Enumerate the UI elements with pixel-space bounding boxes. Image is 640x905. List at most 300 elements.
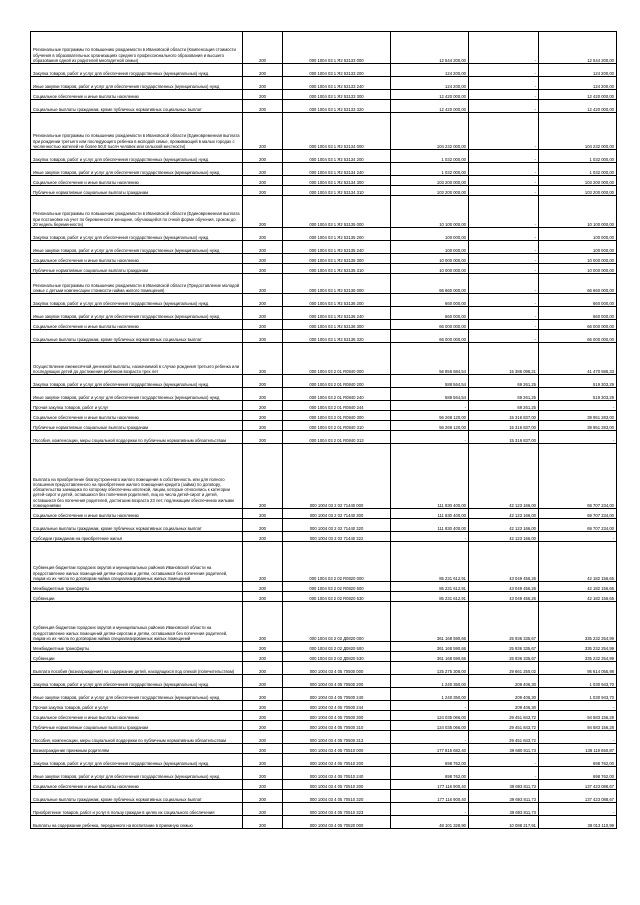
row-unexecuted-cell: 660 000,00 (539, 307, 617, 320)
row-approved-cell: 10 100 000,00 (391, 196, 469, 228)
row-executed-cell: - (469, 176, 539, 186)
row-unexecuted-cell: 1 032 000,00 (539, 150, 617, 163)
row-approved-cell: 12 420 000,00 (391, 100, 469, 113)
table-row (31, 163, 617, 176)
row-budget-code-cell: 000 1004 03 4 05 70500 200 (283, 675, 391, 688)
row-line-code-cell: 200 (243, 816, 283, 829)
row-name-cell: Социальное обеспечение и иные выплаты населению (31, 509, 243, 519)
row-approved-cell: 361 168 590,66 (391, 642, 469, 652)
table-row (31, 294, 617, 307)
row-budget-code-cell: 000 1004 03 1 Я2 53133 300 (283, 90, 391, 100)
row-unexecuted-cell: - (539, 731, 617, 744)
row-approved-cell: 177 815 682,40 (391, 744, 469, 754)
table-row (31, 803, 617, 816)
row-budget-code-cell: 000 1004 03 1 Я2 53136 000 (283, 274, 391, 294)
row-name-cell: Иные закупки товаров, работ и услуг для обеспечения государственных (муниципальных) нужд (31, 241, 243, 254)
row-name-cell: Субсидии гражданам на приобретение жилья (31, 532, 243, 542)
row-unexecuted-cell: 95 614 055,98 (539, 662, 617, 675)
row-budget-code-cell: 000 1004 03 1 Я2 53134 300 (283, 176, 391, 186)
row-name-cell: Субвенция бюджетам городских округов и муниципальных районов Ивановской области на предоставление жилых помещений детям-сиротам и детям, оставшимся без попечения родителей, лицам из их числа по договорам найма специализированных жилых помещений (31, 602, 243, 642)
row-budget-code-cell: 000 1004 03 2 02 Д0820 000 (283, 602, 391, 642)
row-budget-code-cell: 000 1004 03 2 01 R0840 313 (283, 431, 391, 444)
row-unexecuted-cell: 103 200 000,00 (539, 186, 617, 196)
row-unexecuted-cell: 66 000 000,00 (539, 320, 617, 330)
table-row (31, 77, 617, 90)
row-unexecuted-cell: 42 182 156,65 (539, 582, 617, 592)
row-approved-cell: 111 830 400,00 (391, 509, 469, 519)
row-unexecuted-cell: - (539, 401, 617, 411)
row-name-cell: Закупка товаров, работ и услуг для обеспечения государственных (муниципальных) нужд (31, 675, 243, 688)
row-line-code-cell: 200 (243, 196, 283, 228)
row-executed-cell: 42 123 166,00 (469, 532, 539, 542)
row-approved-cell: 12 420 000,00 (391, 90, 469, 100)
table-row (31, 519, 617, 532)
row-budget-code-cell: 000 1004 03 2 01 R0840 310 (283, 421, 391, 431)
table-row (31, 701, 617, 711)
row-budget-code-cell: 000 1004 03 2 01 R0840 240 (283, 388, 391, 401)
row-unexecuted-cell: 39 951 283,00 (539, 421, 617, 431)
row-approved-cell: 125 275 306,00 (391, 662, 469, 675)
row-line-code-cell: 200 (243, 444, 283, 509)
row-line-code-cell: 200 (243, 711, 283, 721)
row-unexecuted-cell: 100 000,00 (539, 241, 617, 254)
table-row (31, 421, 617, 431)
row-name-cell: Субвенции (31, 652, 243, 662)
row-approved-cell: 85 231 612,91 (391, 592, 469, 602)
row-name-cell: Региональные программы по повышению рождаемости в Ивановской области (Предоставление молодой семье с детьми компенсации стоимости найма жилого помещения) (31, 274, 243, 294)
row-executed-cell: 15 316 837,00 (469, 421, 539, 431)
row-approved-cell: 103 200 000,00 (391, 186, 469, 196)
row-executed-cell: - (469, 64, 539, 77)
row-name-cell: Выплата на приобретение благоустроенного жилого помещения в собственность или для полного погашения предоставленного на приобретение жилого помещения кредита (займа) по договору, обязательства заемщика по которому обеспечены ипотекой, лицам, которые относились к категории детей-сирот и детей, оставшихся без попечения родителей, лиц из числа детей-сирот и детей, оставшихся без попечения родителей, достигшим возраста 23 лет, подлежащим обеспечению жилыми помещениями (31, 444, 243, 509)
row-line-code-cell: 200 (243, 431, 283, 444)
row-line-code-cell: 200 (243, 163, 283, 176)
row-approved-cell: - (391, 532, 469, 542)
row-name-cell: Закупка товаров, работ и услуг для обеспечения государственных (муниципальных) нужд (31, 375, 243, 388)
row-line-code-cell: 200 (243, 294, 283, 307)
row-budget-code-cell: 000 1004 03 1 Я2 53136 320 (283, 330, 391, 343)
row-executed-cell: - (469, 163, 539, 176)
row-unexecuted-cell: 100 000,00 (539, 228, 617, 241)
row-name-cell: Социальные выплаты гражданам, кроме публичных нормативных социальных выплат (31, 100, 243, 113)
row-name-cell: Социальное обеспечение и иные выплаты населению (31, 254, 243, 264)
row-executed-cell: 43 049 456,26 (469, 592, 539, 602)
row-budget-code-cell: 000 1004 03 2 02 Д0820 530 (283, 652, 391, 662)
table-row (31, 816, 617, 829)
row-name-cell: Иные закупки товаров, работ и услуг для обеспечения государственных (муниципальных) нужд (31, 163, 243, 176)
row-executed-cell: 15 316 837,00 (469, 411, 539, 421)
table-row (31, 64, 617, 77)
row-approved-cell: 56 856 684,54 (391, 343, 469, 375)
row-executed-cell: 209 406,30 (469, 675, 539, 688)
table-row (31, 532, 617, 542)
row-name-cell: Региональные программы по повышению рождаемости в Ивановской области (Единовременная выплата при рождении третьего или последующего ребенка в молодой семье, проживающей в малых городах с численностью жителей не более 50,0 тысяч человек или сельской местности) (31, 113, 243, 150)
row-budget-code-cell: 000 1004 03 1 Я2 53135 200 (283, 228, 391, 241)
row-executed-cell: 209 406,30 (469, 701, 539, 711)
row-unexecuted-cell: 1 030 943,70 (539, 688, 617, 701)
table-row (31, 241, 617, 254)
row-name-cell: Прочая закупка товаров, работ и услуг (31, 401, 243, 411)
row-budget-code-cell: 000 1004 03 4 05 70500 240 (283, 688, 391, 701)
row-unexecuted-cell: 10 000 000,00 (539, 264, 617, 274)
row-approved-cell: - (391, 401, 469, 411)
row-executed-cell: - (469, 241, 539, 254)
table-row (31, 662, 617, 675)
row-budget-code-cell: 000 1004 03 4 05 70510 320 (283, 790, 391, 803)
row-budget-code-cell: 000 1004 03 2 02 71440 000 (283, 444, 391, 509)
row-name-cell: Закупка товаров, работ и услуг для обеспечения государственных (муниципальных) нужд (31, 64, 243, 77)
row-approved-cell: 124 035 066,00 (391, 721, 469, 731)
row-approved-cell: 66 000 000,00 (391, 330, 469, 343)
row-executed-cell: - (469, 196, 539, 228)
row-unexecuted-cell: - (539, 803, 617, 816)
row-unexecuted-cell: 66 660 000,00 (539, 274, 617, 294)
row-line-code-cell: 200 (243, 592, 283, 602)
row-line-code-cell: 200 (243, 254, 283, 264)
row-name-cell: Региональные программы по повышению рождаемости в Ивановской области (Компенсация стоимости обучения в образовательных организациях среднего профессионального образования и высшего образования одной из родителей многодетной семьи) (31, 32, 243, 64)
table-row (31, 90, 617, 100)
row-unexecuted-cell: 137 423 088,67 (539, 780, 617, 790)
table-row (31, 375, 617, 388)
row-approved-cell: 103 200 000,00 (391, 176, 469, 186)
row-name-cell: Социальное обеспечение и иные выплаты населению (31, 176, 243, 186)
row-line-code-cell: 200 (243, 731, 283, 744)
row-executed-cell: - (469, 77, 539, 90)
table-row (31, 388, 617, 401)
row-unexecuted-cell: 10 100 000,00 (539, 196, 617, 228)
row-budget-code-cell: 000 1004 03 1 Я2 53133 000 (283, 32, 391, 64)
row-budget-code-cell: 000 1004 03 1 Я2 53134 200 (283, 150, 391, 163)
row-line-code-cell: 200 (243, 32, 283, 64)
row-line-code-cell: 200 (243, 307, 283, 320)
row-line-code-cell: 200 (243, 602, 283, 642)
row-approved-cell: 124 200,00 (391, 64, 469, 77)
row-name-cell: Социальное обеспечение и иные выплаты населению (31, 90, 243, 100)
row-approved-cell: 66 000 000,00 (391, 320, 469, 330)
table-row (31, 509, 617, 519)
row-name-cell: Региональные программы по повышению рождаемости в Ивановской области (Единовременная выплата при постановке на учет по беременности женщине, обучающейся по очной форме обучения, сроком до 20 недель беременности) (31, 196, 243, 228)
row-approved-cell: 588 564,54 (391, 375, 469, 388)
row-line-code-cell: 200 (243, 228, 283, 241)
row-executed-cell: 29 451 843,72 (469, 721, 539, 731)
row-name-cell: Закупка товаров, работ и услуг для обеспечения государственных (муниципальных) нужд (31, 228, 243, 241)
row-unexecuted-cell: 69 707 234,00 (539, 509, 617, 519)
row-approved-cell: 56 268 120,00 (391, 411, 469, 421)
row-unexecuted-cell: 42 182 156,65 (539, 592, 617, 602)
row-line-code-cell: 200 (243, 150, 283, 163)
table-row (31, 254, 617, 264)
row-unexecuted-cell: 335 232 254,99 (539, 602, 617, 642)
row-approved-cell: 1 032 000,00 (391, 163, 469, 176)
row-unexecuted-cell: 660 000,00 (539, 294, 617, 307)
row-name-cell: Социальное обеспечение и иные выплаты населению (31, 411, 243, 421)
row-unexecuted-cell: 12 420 000,00 (539, 100, 617, 113)
row-line-code-cell: 200 (243, 509, 283, 519)
row-line-code-cell: 200 (243, 241, 283, 254)
row-budget-code-cell: 000 1004 03 1 Я2 53133 240 (283, 77, 391, 90)
table-row (31, 32, 617, 64)
row-executed-cell: 42 123 166,00 (469, 509, 539, 519)
row-line-code-cell: 200 (243, 100, 283, 113)
table-row (31, 592, 617, 602)
row-approved-cell: 100 000,00 (391, 228, 469, 241)
row-executed-cell: - (469, 274, 539, 294)
row-unexecuted-cell: 124 200,00 (539, 64, 617, 77)
row-approved-cell: 698 762,00 (391, 767, 469, 780)
row-name-cell: Закупка товаров, работ и услуг для обеспечения государственных (муниципальных) нужд (31, 150, 243, 163)
row-budget-code-cell: 000 1004 03 1 Я2 53134 240 (283, 163, 391, 176)
row-name-cell: Социальное обеспечение и иные выплаты населению (31, 320, 243, 330)
row-executed-cell: 15 316 837,00 (469, 431, 539, 444)
row-line-code-cell: 200 (243, 401, 283, 411)
row-line-code-cell: 200 (243, 176, 283, 186)
row-executed-cell: 29 451 843,72 (469, 711, 539, 721)
row-approved-cell: - (391, 803, 469, 816)
row-executed-cell: 43 049 456,26 (469, 582, 539, 592)
row-approved-cell: 698 762,00 (391, 754, 469, 767)
table-row (31, 264, 617, 274)
row-approved-cell: 361 168 590,66 (391, 652, 469, 662)
table-row (31, 228, 617, 241)
row-executed-cell: - (469, 320, 539, 330)
row-approved-cell: 10 000 000,00 (391, 264, 469, 274)
row-line-code-cell: 200 (243, 642, 283, 652)
row-name-cell: Осуществление ежемесячной денежной выплаты, назначаемой в случае рождения третьего ребенка или последующих детей до достижения ребенком возраста трех лет (31, 343, 243, 375)
row-budget-code-cell: 000 1004 03 1 Я2 53133 320 (283, 100, 391, 113)
row-line-code-cell: 200 (243, 652, 283, 662)
row-approved-cell: 111 830 400,00 (391, 444, 469, 509)
row-budget-code-cell: 000 1004 03 1 Я2 53134 000 (283, 113, 391, 150)
row-unexecuted-cell: 698 762,00 (539, 767, 617, 780)
row-approved-cell: 56 268 120,00 (391, 421, 469, 431)
table-row (31, 176, 617, 186)
table-row (31, 150, 617, 163)
row-executed-cell: - (469, 254, 539, 264)
row-unexecuted-cell: - (539, 532, 617, 542)
row-executed-cell: - (469, 294, 539, 307)
row-line-code-cell: 200 (243, 542, 283, 582)
budget-report-page (30, 31, 616, 829)
row-name-cell: Межбюджетные трансферты (31, 642, 243, 652)
table-row (31, 411, 617, 421)
row-executed-cell: 29 451 843,72 (469, 731, 539, 744)
row-approved-cell: 1 240 350,00 (391, 688, 469, 701)
row-line-code-cell: 200 (243, 186, 283, 196)
row-unexecuted-cell: 39 951 283,00 (539, 411, 617, 421)
row-executed-cell: - (469, 307, 539, 320)
row-line-code-cell: 200 (243, 767, 283, 780)
row-executed-cell: 29 661 250,02 (469, 662, 539, 675)
row-executed-cell: 25 936 335,67 (469, 602, 539, 642)
row-budget-code-cell: 000 1004 03 2 02 71440 300 (283, 509, 391, 519)
row-budget-code-cell: 000 1004 03 4 05 70510 300 (283, 780, 391, 790)
table-row (31, 744, 617, 754)
row-budget-code-cell: 000 1004 03 1 Я2 53135 000 (283, 196, 391, 228)
table-row (31, 754, 617, 767)
row-line-code-cell: 200 (243, 64, 283, 77)
row-executed-cell: 10 088 217,91 (469, 816, 539, 829)
row-unexecuted-cell: 103 200 000,00 (539, 176, 617, 186)
table-row (31, 688, 617, 701)
table-row (31, 186, 617, 196)
row-name-cell: Выплаты на содержание ребенка, переданного на воспитание в приемную семью (31, 816, 243, 829)
row-approved-cell: 177 116 900,40 (391, 790, 469, 803)
row-executed-cell: - (469, 330, 539, 343)
row-unexecuted-cell: 137 423 088,67 (539, 790, 617, 803)
row-line-code-cell: 200 (243, 721, 283, 731)
row-line-code-cell: 200 (243, 532, 283, 542)
row-line-code-cell: 200 (243, 803, 283, 816)
row-name-cell: Прочая закупка товаров, работ и услуг (31, 701, 243, 711)
table-row (31, 274, 617, 294)
row-budget-code-cell: 000 1004 03 2 02 R0820 500 (283, 582, 391, 592)
row-executed-cell: 69 261,25 (469, 401, 539, 411)
row-budget-code-cell: 000 1004 03 1 Я2 53136 200 (283, 294, 391, 307)
row-line-code-cell: 200 (243, 77, 283, 90)
row-executed-cell: - (469, 100, 539, 113)
row-unexecuted-cell: 519 303,29 (539, 388, 617, 401)
row-executed-cell: 209 406,30 (469, 688, 539, 701)
row-budget-code-cell: 000 1004 03 4 05 70510 000 (283, 744, 391, 754)
row-line-code-cell: 200 (243, 320, 283, 330)
row-unexecuted-cell: 104 232 000,00 (539, 113, 617, 150)
table-row (31, 790, 617, 803)
row-name-cell: Субвенции (31, 592, 243, 602)
table-row (31, 431, 617, 444)
row-executed-cell: 25 936 335,67 (469, 652, 539, 662)
row-budget-code-cell: 000 1004 03 4 05 70500 300 (283, 711, 391, 721)
row-name-cell: Пособия, компенсации, меры социальной поддержки по публичным нормативным обязательствам (31, 731, 243, 744)
table-row (31, 444, 617, 509)
row-approved-cell: 85 231 612,91 (391, 582, 469, 592)
row-executed-cell: 25 936 335,67 (469, 642, 539, 652)
row-name-cell: Иные закупки товаров, работ и услуг для обеспечения государственных (муниципальных) нужд (31, 388, 243, 401)
row-unexecuted-cell: 42 182 156,65 (539, 542, 617, 582)
row-approved-cell: 588 564,54 (391, 388, 469, 401)
row-executed-cell: - (469, 264, 539, 274)
row-unexecuted-cell: 138 119 650,87 (539, 744, 617, 754)
row-line-code-cell: 200 (243, 90, 283, 100)
row-executed-cell: 42 123 166,00 (469, 519, 539, 532)
row-line-code-cell: 200 (243, 754, 283, 767)
row-budget-code-cell: 000 1004 03 1 Я2 53134 310 (283, 186, 391, 196)
row-name-cell: Субвенция бюджетам городских округов и муниципальных районов Ивановской области на предоставление жилых помещений детям-сиротам и детям, оставшимся без попечения родителей, лицам из их числа по договорам найма специализированных жилых помещений (31, 542, 243, 582)
row-line-code-cell: 200 (243, 780, 283, 790)
row-approved-cell: - (391, 731, 469, 744)
row-name-cell: Приобретение товаров, работ и услуг в пользу граждан в целях их социального обеспечения (31, 803, 243, 816)
row-budget-code-cell: 000 1004 03 1 Я2 53136 300 (283, 320, 391, 330)
row-unexecuted-cell: 10 000 000,00 (539, 254, 617, 264)
row-name-cell: Иные закупки товаров, работ и услуг для обеспечения государственных (муниципальных) нужд (31, 77, 243, 90)
row-name-cell: Публичные нормативные социальные выплаты гражданам (31, 421, 243, 431)
row-unexecuted-cell: 1 030 943,70 (539, 675, 617, 688)
row-budget-code-cell: 000 1004 03 4 05 70510 323 (283, 803, 391, 816)
row-line-code-cell: 200 (243, 675, 283, 688)
row-line-code-cell: 200 (243, 688, 283, 701)
row-approved-cell: 66 660 000,00 (391, 274, 469, 294)
row-line-code-cell: 200 (243, 744, 283, 754)
row-executed-cell: - (469, 90, 539, 100)
row-line-code-cell: 200 (243, 330, 283, 343)
row-executed-cell: - (469, 32, 539, 64)
table-row (31, 767, 617, 780)
row-line-code-cell: 200 (243, 662, 283, 675)
row-name-cell: Социальные выплаты гражданам, кроме публичных нормативных социальных выплат (31, 330, 243, 343)
row-line-code-cell: 200 (243, 421, 283, 431)
row-line-code-cell: 200 (243, 388, 283, 401)
table-row (31, 343, 617, 375)
row-approved-cell: 104 232 000,00 (391, 113, 469, 150)
row-budget-code-cell: 000 1004 03 4 05 70500 310 (283, 721, 391, 731)
row-budget-code-cell: 000 1004 03 4 05 70520 000 (283, 816, 391, 829)
row-name-cell: Вознаграждение приемным родителям (31, 744, 243, 754)
row-budget-code-cell: 000 1004 03 2 01 R0840 244 (283, 401, 391, 411)
row-unexecuted-cell: 38 013 110,99 (539, 816, 617, 829)
row-name-cell: Иные закупки товаров, работ и услуг для обеспечения государственных (муниципальных) нужд (31, 307, 243, 320)
row-name-cell: Социальное обеспечение и иные выплаты населению (31, 780, 243, 790)
row-executed-cell: 69 261,25 (469, 375, 539, 388)
row-name-cell: Иные закупки товаров, работ и услуг для обеспечения государственных (муниципальных) нужд (31, 767, 243, 780)
row-budget-code-cell: 000 1004 03 4 05 70500 244 (283, 701, 391, 711)
row-approved-cell: 1 032 000,00 (391, 150, 469, 163)
row-approved-cell: 111 830 400,00 (391, 519, 469, 532)
table-row (31, 542, 617, 582)
row-approved-cell: 660 000,00 (391, 307, 469, 320)
row-line-code-cell: 200 (243, 790, 283, 803)
table-row (31, 582, 617, 592)
row-budget-code-cell: 000 1004 03 1 Я2 53133 200 (283, 64, 391, 77)
row-line-code-cell: 200 (243, 264, 283, 274)
row-executed-cell: - (469, 150, 539, 163)
row-name-cell: Закупка товаров, работ и услуг для обеспечения государственных (муниципальных) нужд (31, 294, 243, 307)
row-line-code-cell: 200 (243, 411, 283, 421)
row-executed-cell: 39 693 811,73 (469, 780, 539, 790)
row-executed-cell: 39 693 811,73 (469, 790, 539, 803)
row-approved-cell: - (391, 701, 469, 711)
row-budget-code-cell: 000 1004 03 4 05 70510 200 (283, 754, 391, 767)
row-unexecuted-cell: 698 762,00 (539, 754, 617, 767)
row-unexecuted-cell: 335 232 254,99 (539, 642, 617, 652)
row-budget-code-cell: 000 1004 03 4 05 70500 313 (283, 731, 391, 744)
row-unexecuted-cell: 12 420 000,00 (539, 90, 617, 100)
table-row (31, 652, 617, 662)
row-line-code-cell: 200 (243, 375, 283, 388)
row-unexecuted-cell: 335 232 254,99 (539, 652, 617, 662)
row-name-cell: Пособия, компенсации, меры социальной поддержки по публичным нормативным обязательствам (31, 431, 243, 444)
table-row (31, 731, 617, 744)
table-row (31, 602, 617, 642)
table-row (31, 711, 617, 721)
row-unexecuted-cell: 94 583 156,28 (539, 721, 617, 731)
row-unexecuted-cell: 94 583 156,28 (539, 711, 617, 721)
row-unexecuted-cell: - (539, 701, 617, 711)
row-budget-code-cell: 000 1004 03 2 02 R0820 530 (283, 592, 391, 602)
row-unexecuted-cell: 1 032 000,00 (539, 163, 617, 176)
row-approved-cell: 85 231 612,91 (391, 542, 469, 582)
row-line-code-cell: 200 (243, 274, 283, 294)
row-executed-cell: 39 680 811,73 (469, 744, 539, 754)
row-executed-cell: - (469, 767, 539, 780)
row-budget-code-cell: 000 1004 03 2 01 R0840 000 (283, 343, 391, 375)
row-budget-code-cell: 000 1004 03 2 02 71440 320 (283, 519, 391, 532)
table-row (31, 307, 617, 320)
row-budget-code-cell: 000 1004 03 2 02 R0820 000 (283, 542, 391, 582)
row-name-cell: Публичные нормативные социальные выплаты гражданам (31, 721, 243, 731)
row-budget-code-cell: 000 1004 03 1 Я2 53135 240 (283, 241, 391, 254)
table-row (31, 675, 617, 688)
row-line-code-cell: 200 (243, 343, 283, 375)
row-approved-cell: 100 000,00 (391, 241, 469, 254)
